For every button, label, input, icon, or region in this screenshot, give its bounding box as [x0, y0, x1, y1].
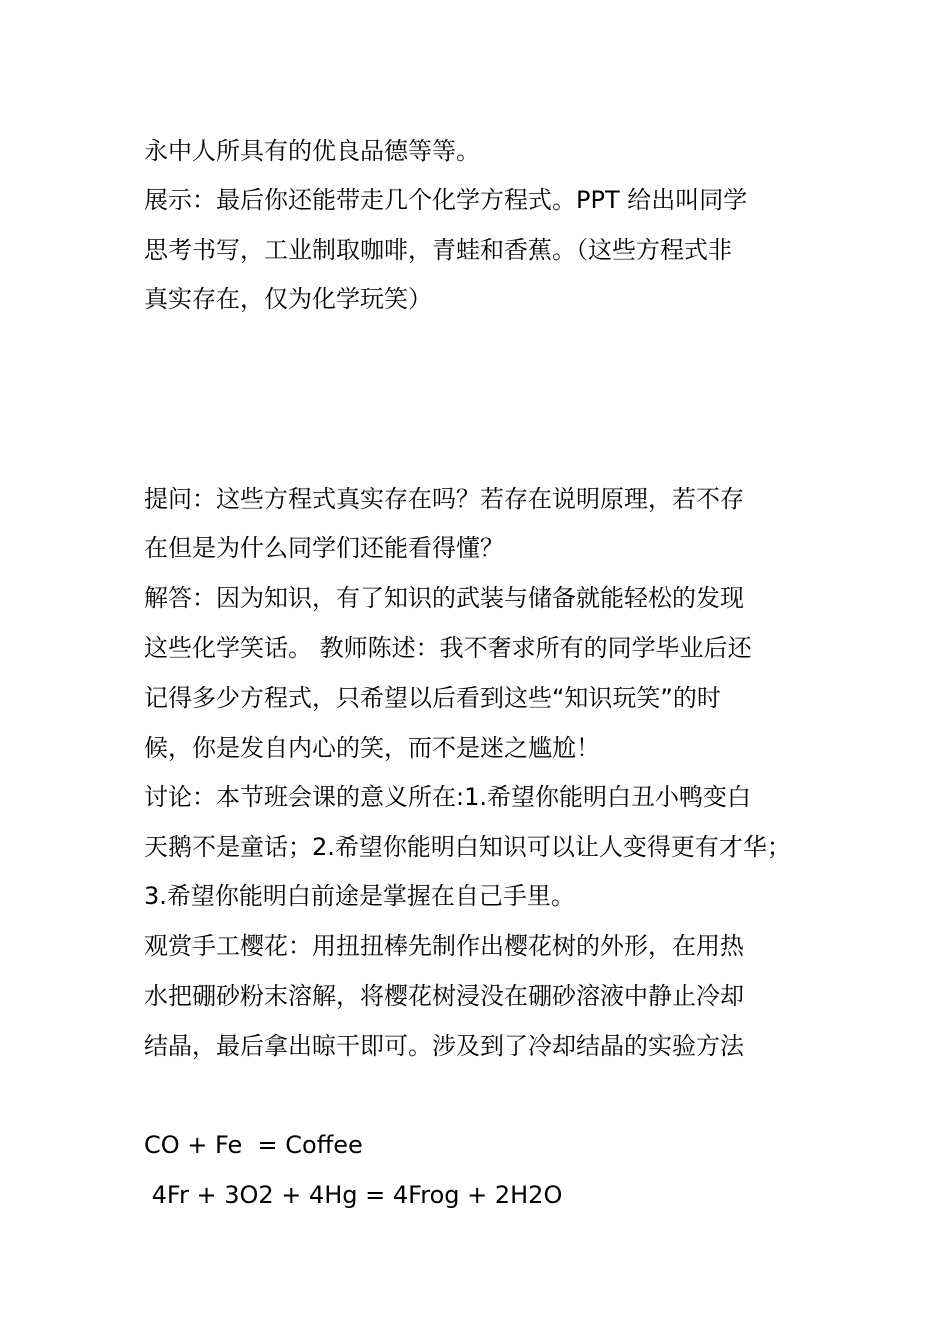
paragraph-line: 结晶，最后拿出晾干即可。涉及到了冷却结晶的实验方法: [144, 1032, 744, 1060]
equation-coffee: CO + Fe = Coffee: [144, 1131, 363, 1159]
paragraph-line: 提问：这些方程式真实存在吗？若存在说明原理，若不存: [144, 485, 744, 513]
paragraph-line: 观赏手工樱花：用扭扭棒先制作出樱花树的外形，在用热: [144, 932, 744, 960]
equation-frog: 4Fr + 3O2 + 4Hg = 4Frog + 2H2O: [144, 1181, 563, 1209]
paragraph-line: 天鹅不是童话；2.希望你能明白知识可以让人变得更有才华；: [144, 833, 791, 861]
paragraph-line: 思考书写，工业制取咖啡，青蛙和香蕉。（这些方程式非: [144, 236, 732, 264]
paragraph-line: 候，你是发自内心的笑，而不是迷之尴尬！: [144, 734, 600, 762]
paragraph-line: 3.希望你能明白前途是掌握在自己手里。: [144, 882, 575, 910]
paragraph-line: 真实存在，仅为化学玩笑）: [144, 285, 432, 313]
paragraph-line: 永中人所具有的优良品德等等。: [144, 137, 480, 165]
paragraph-line: 展示：最后你还能带走几个化学方程式。PPT 给出叫同学: [144, 186, 748, 214]
paragraph-line: 解答：因为知识，有了知识的武装与储备就能轻松的发现: [144, 584, 744, 612]
paragraph-line: 水把硼砂粉末溶解，将樱花树浸没在硼砂溶液中静止冷却: [144, 982, 744, 1010]
paragraph-line: 讨论：本节班会课的意义所在:1.希望你能明白丑小鸭变白: [144, 783, 751, 811]
paragraph-line: 在但是为什么同学们还能看得懂？: [144, 534, 504, 562]
paragraph-line: 这些化学笑话。 教师陈述：我不奢求所有的同学毕业后还: [144, 634, 752, 662]
paragraph-line: 记得多少方程式，只希望以后看到这些“知识玩笑”的时: [144, 684, 721, 712]
